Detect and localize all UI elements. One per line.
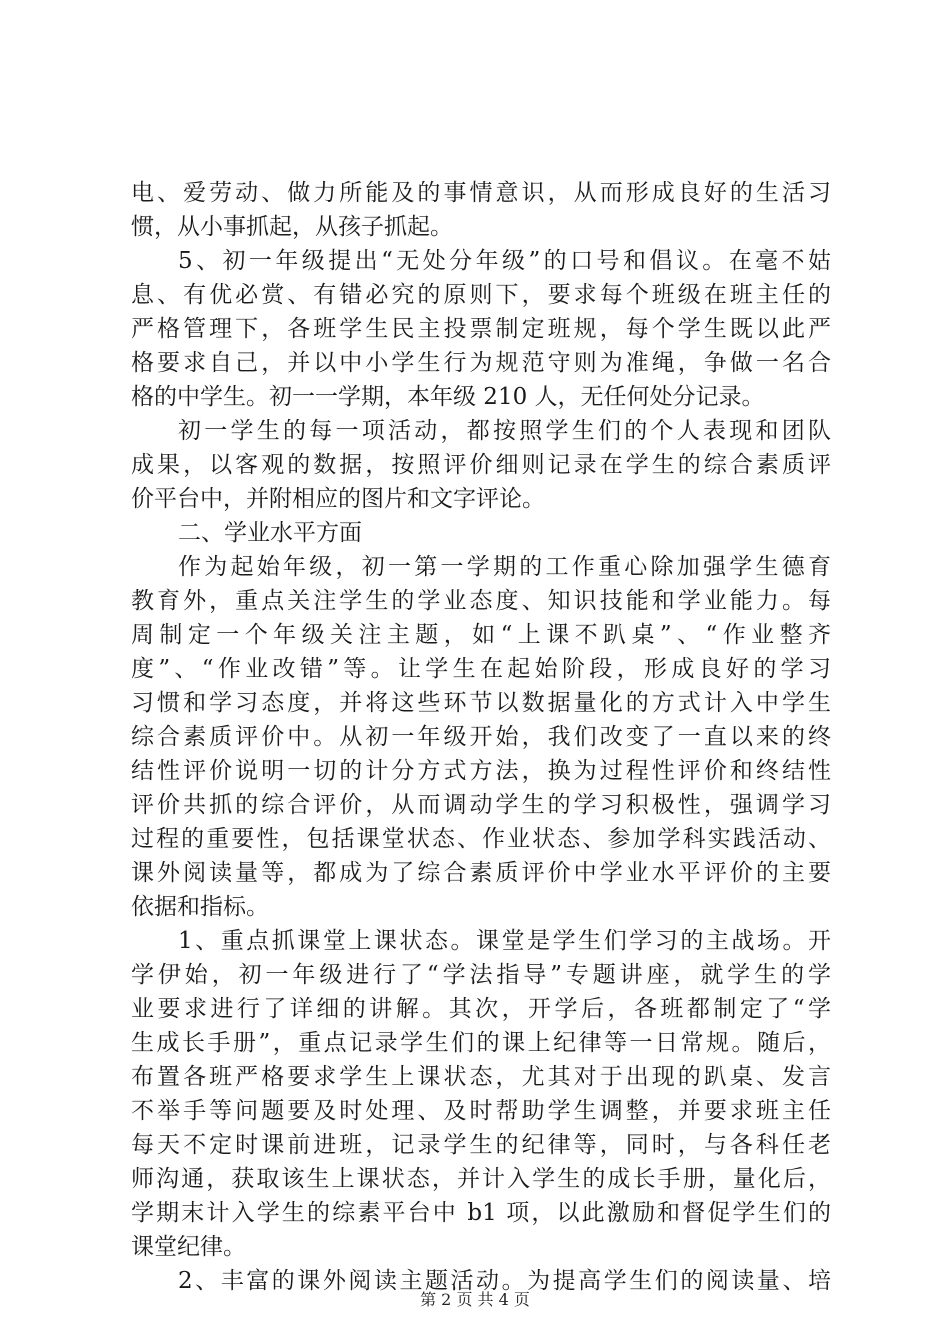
text-line: 教育外，重点关注学生的学业态度、知识技能和学业能力。每	[131, 588, 831, 614]
text-line: 不举手等问题要及时处理、及时帮助学生调整，并要求班主任	[131, 1098, 831, 1124]
text-line: 综合素质评价中。从初一年级开始，我们改变了一直以来的终	[131, 724, 831, 750]
text-line: 初一学生的每一项活动，都按照学生们的个人表现和团队	[178, 418, 831, 444]
text-line: 息、有优必赏、有错必究的原则下，要求每个班级在班主任的	[131, 282, 831, 308]
text-line: 结性评价说明一切的计分方式方法，换为过程性评价和终结性	[131, 758, 831, 784]
text-line: 严格管理下，各班学生民主投票制定班规，每个学生既以此严	[131, 316, 831, 342]
text-line: 作为起始年级，初一第一学期的工作重心除加强学生德育	[178, 554, 831, 580]
text-line: 学伊始，初一年级进行了“学法指导”专题讲座，就学生的学	[131, 962, 831, 988]
text-line: 5、初一年级提出“无处分年级”的口号和倡议。在毫不姑	[178, 248, 831, 274]
text-line: 生成长手册”，重点记录学生们的课上纪律等一日常规。随后，	[131, 1030, 831, 1056]
text-line: 课堂纪律。	[131, 1234, 246, 1260]
text-line: 价平台中，并附相应的图片和文字评论。	[131, 486, 545, 512]
text-line: 二、学业水平方面	[178, 520, 362, 546]
text-line: 过程的重要性，包括课堂状态、作业状态、参加学科实践活动、	[131, 826, 831, 852]
text-line: 师沟通，获取该生上课状态，并计入学生的成长手册，量化后，	[131, 1166, 831, 1192]
document-body	[131, 176, 831, 1298]
text-line: 格要求自己，并以中小学生行为规范守则为准绳，争做一名合	[131, 350, 831, 376]
text-line: 度”、“作业改错”等。让学生在起始阶段，形成良好的学习	[131, 656, 831, 682]
text-line: 2、丰富的课外阅读主题活动。为提高学生们的阅读量、培	[178, 1268, 831, 1294]
text-line: 布置各班严格要求学生上课状态，尤其对于出现的趴桌、发言	[131, 1064, 831, 1090]
text-line: 周制定一个年级关注主题，如“上课不趴桌”、“作业整齐	[131, 622, 831, 648]
text-line: 电、爱劳动、做力所能及的事情意识，从而形成良好的生活习	[131, 180, 831, 206]
text-line: 惯，从小事抓起，从孩子抓起。	[131, 214, 453, 240]
text-line: 成果，以客观的数据，按照评价细则记录在学生的综合素质评	[131, 452, 831, 478]
text-line: 每天不定时课前进班，记录学生的纪律等，同时，与各科任老	[131, 1132, 831, 1158]
text-line: 1、重点抓课堂上课状态。课堂是学生们学习的主战场。开	[178, 928, 831, 954]
text-line: 业要求进行了详细的讲解。其次，开学后，各班都制定了“学	[131, 996, 831, 1022]
text-line: 格的中学生。初一一学期，本年级 210 人，无任何处分记录。	[131, 384, 765, 410]
text-line: 课外阅读量等，都成为了综合素质评价中学业水平评价的主要	[131, 860, 831, 886]
text-line: 依据和指标。	[131, 894, 269, 920]
text-line: 评价共抓的综合评价，从而调动学生的学习积极性，强调学习	[131, 792, 831, 818]
text-line: 学期末计入学生的综素平台中 b1 项，以此激励和督促学生们的	[131, 1200, 831, 1226]
text-line: 习惯和学习态度，并将这些环节以数据量化的方式计入中学生	[131, 690, 831, 716]
page-footer: 第 2 页 共 4 页	[420, 1290, 530, 1309]
